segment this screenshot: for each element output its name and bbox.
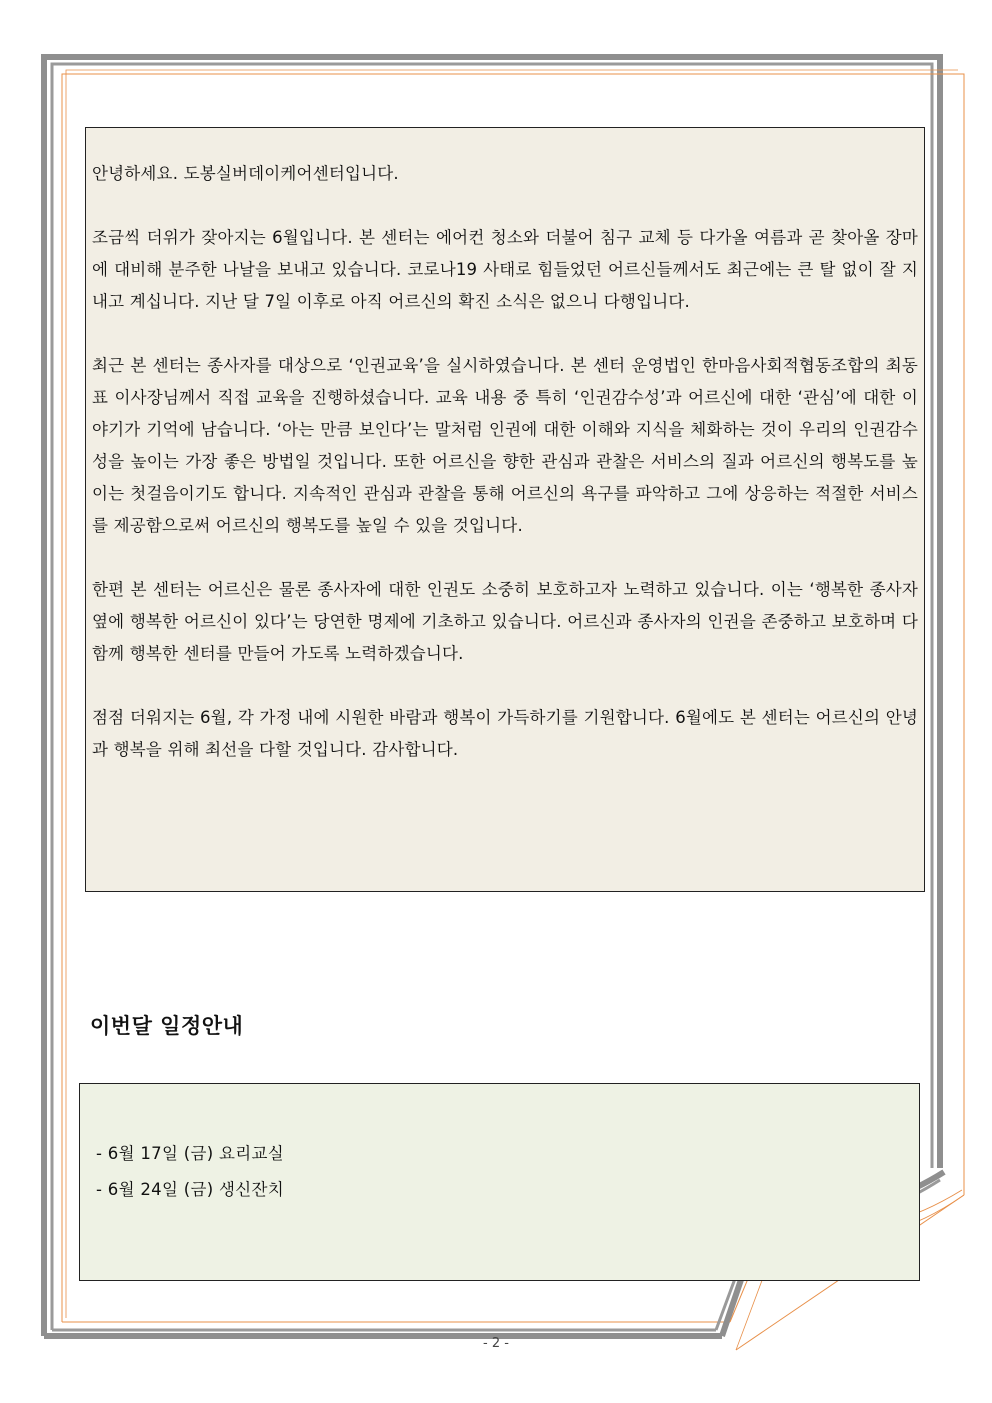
schedule-box — [79, 1083, 920, 1281]
page-number: - 2 - — [483, 1336, 509, 1351]
letter-box — [85, 127, 925, 892]
schedule-title: 이번달 일정안내 — [90, 1014, 244, 1038]
schedule-item: - 6월 24일 (금) 생신잔치 — [96, 1180, 284, 1199]
letter-paragraph: 최근 본 센터는 종사자를 대상으로 ‘인권교육’을 실시하였습니다. 본 센터 운영법인 한마음사회적협동조합의 최동표 이사장님께서 직접 교육을 진행하셨습니다. 교육 내용 중 특히 ‘인권감수성’과 어르신에 대한 ‘관심’에 대한 이야기가 기억에 남습니다. ‘아는 만큼 보인다’는 말처럼 인권에 대한 이해와 지식을 체화하는 것이 우리의 인권감수성을 높이는 가장 좋은 방법일 것입니다. 또한 어르신을 향한 관심과 관찰은 서비스의 질과 어르신의 행복도를 높이는 첫걸음이기도 합니다. 지속적인 관심과 관찰을 통해 어르신의 욕구를 파악하고 그에 상응하는 적절한 서비스를 제공함으로써 어르신의 행복도를 높일 수 있을 것입니다. — [92, 356, 918, 535]
letter-greeting: 안녕하세요. 도봉실버데이케어센터입니다. — [92, 164, 399, 183]
schedule-item: - 6월 17일 (금) 요리교실 — [96, 1144, 284, 1163]
letter-paragraph: 조금씩 더위가 잦아지는 6월입니다. 본 센터는 에어컨 청소와 더불어 침구 교체 등 다가올 여름과 곧 찾아올 장마에 대비해 분주한 나날을 보내고 있습니다. 코로나19 사태로 힘들었던 어르신들께서도 최근에는 큰 탈 없이 잘 지내고 계십니다. 지난 달 7일 이후로 아직 어르신의 확진 소식은 없으니 다행입니다. — [92, 228, 918, 311]
letter-closing: 점점 더워지는 6월, 각 가정 내에 시원한 바람과 행복이 가득하기를 기원합니다. 6월에도 본 센터는 어르신의 안녕과 행복을 위해 최선을 다할 것입니다. 감사합니다. — [92, 708, 918, 759]
letter-paragraph: 한편 본 센터는 어르신은 물론 종사자에 대한 인권도 소중히 보호하고자 노력하고 있습니다. 이는 ‘행복한 종사자 옆에 행복한 어르신이 있다’는 당연한 명제에 기초하고 있습니다. 어르신과 종사자의 인권을 존중하고 보호하며 다함께 행복한 센터를 만들어 가도록 노력하겠습니다. — [92, 580, 918, 663]
